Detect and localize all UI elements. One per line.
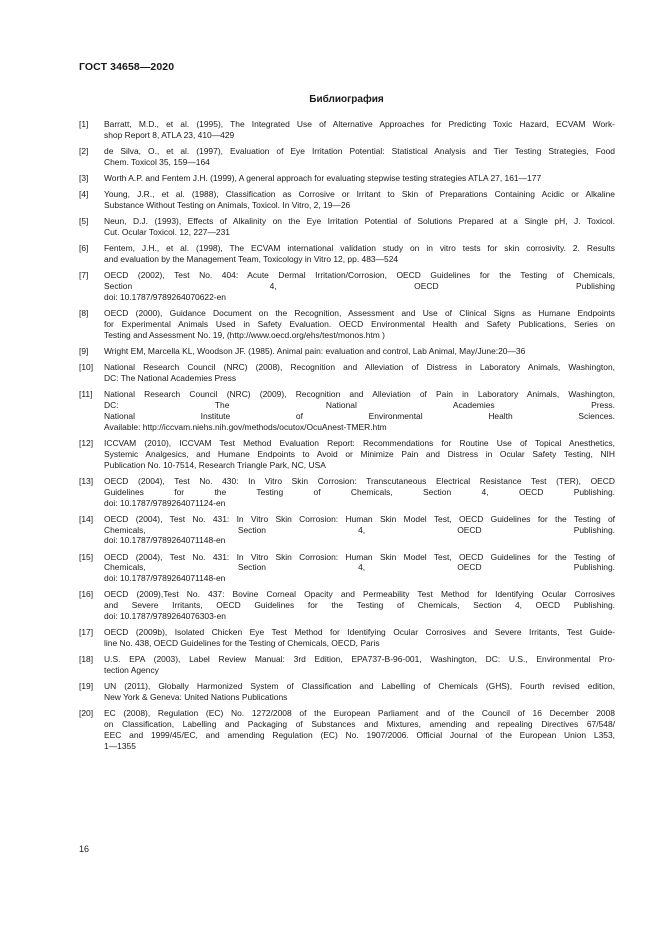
bibliography-entry [79, 476, 615, 509]
bibliography-entry-text [104, 389, 615, 433]
bibliography-entry-line: DC: The National Academies Press [104, 372, 237, 383]
bibliography-entry-text [104, 243, 615, 265]
bibliography-entry-text [104, 681, 615, 703]
bibliography-entry-line: for Experimental Animals Used in Safety Evaluation. OECD Environmental Health and Safety Publications, Series on [104, 318, 615, 329]
bibliography-entry-line: New York & Geneva: United Nations Publications [104, 692, 288, 703]
bibliography-entry-line: National Research Council (NRC) (2008), Recognition and Alleviation of Distress in Laboratory Animals, Washington, [104, 362, 615, 372]
bibliography-entry-text [104, 476, 615, 509]
bibliography-entry-line: OECD (2002), Test No. 404: Acute Dermal Irritation/Corrosion, OECD Guidelines for the Testing of Chemicals, [104, 270, 615, 281]
bibliography-entry-line: doi: 10.1787/9789264071148-en [104, 573, 226, 584]
bibliography-entry-line: Substance Without Testing on Animals, Toxicol. In Vitro, 2, 19—26 [104, 200, 351, 210]
bibliography-entry-line: on Classification, Labelling and Packaging of Substances and Mixtures, amending and repealing Directives 67/548/ [104, 719, 615, 730]
bibliography-entry [79, 514, 615, 547]
bibliography-entry-line: doi: 10.1787/9789264071124-en [104, 497, 226, 508]
bibliography-entry-text [104, 627, 615, 649]
bibliography-entry [79, 681, 615, 703]
bibliography-entry [79, 389, 615, 433]
bibliography-entry-text [104, 346, 615, 357]
bibliography-entry-line: line No. 438, OECD Guidelines for the Testing of Chemicals, OECD, Paris [104, 638, 380, 649]
bibliography-entry [79, 654, 615, 676]
bibliography-entry-line: de Silva, O., et al. (1997), Evaluation of Eye Irritation Potential: Statistical Analysis and Tier Testing Strategies, Food [104, 146, 615, 156]
bibliography-entry-line: DC: The National Academies Press. [104, 399, 615, 410]
bibliography-entry-line: U.S. EPA (2003), Label Review Manual: 3rd Edition, EPA737-B-96-001, Washington, DC: U.S., Environmental Pro- [104, 654, 615, 665]
bibliography-entry-line: Fentem, J.H., et al. (1998), The ECVAM international validation study on in vitro tests for skin corrosivity. 2. Results [104, 243, 615, 254]
bibliography-entry [79, 146, 615, 168]
bibliography-entry-line: ICCVAM (2010), ICCVAM Test Method Evaluation Report: Recommendations for Routine Use of Topical Anesthetics, [104, 437, 615, 448]
bibliography-entry-number: [1] [79, 119, 89, 129]
bibliography-entry-line: EC (2008), Regulation (EC) No. 1272/2008 of the European Parliament and of the Council of 16 December 2008 [104, 708, 615, 719]
document-standard-header: ГОСТ 34658—2020 [79, 61, 175, 73]
bibliography-entry-line: OECD (2004), Test No. 431: In Vitro Skin Corrosion: Human Skin Model Test, OECD Guidelines for the Testing of [104, 513, 615, 524]
bibliography-entry [79, 362, 615, 384]
bibliography-entry-line: tection Agency [104, 665, 159, 676]
bibliography-entry-line: Publication No. 10-7514, Research Triangle Park, NC, USA [104, 459, 326, 470]
bibliography-entry-text [104, 216, 615, 238]
bibliography-entry-line: Systemic Analgesics, and Humane Endpoints to Avoid or Minimize Pain and Distress in Ocular Safety Testing, NIH [104, 448, 615, 459]
bibliography-entry-number: [15] [79, 551, 94, 562]
bibliography-entry-text [104, 589, 615, 622]
bibliography-entry-text [104, 708, 615, 752]
bibliography-entry-number: [16] [79, 589, 94, 600]
bibliography-entry-number: [12] [79, 437, 94, 448]
bibliography-entry-number: [9] [79, 345, 89, 356]
bibliography-entry-text [104, 438, 615, 471]
bibliography-entry-line: OECD (2004), Test No. 430: In Vitro Skin Corrosion: Transcutaneous Electrical Resistance Test (TER), OECD [104, 475, 615, 486]
bibliography-entry-line: doi: 10.1787/9789264070622-en [104, 291, 226, 302]
bibliography-entry-number: [18] [79, 654, 94, 665]
bibliography-entry-line: EEC and 1999/45/EC, and amending Regulation (EC) No. 1907/2006. Official Journal of the European Union L353, [104, 730, 615, 741]
bibliography-entry-number: [14] [79, 513, 94, 524]
bibliography-entry [79, 627, 615, 649]
bibliography-entry-line: Worth A.P. and Fentem J.H. (1999), A general approach for evaluating stepwise testing strategies ATLA 27, 161—177 [104, 173, 542, 183]
bibliography-entry-line: National Institute of Environmental Health Sciences. [104, 410, 615, 421]
bibliography-entry-line: OECD (2009),Test No. 437: Bovine Corneal Opacity and Permeability Test Method for Identifying Ocular Corrosives [104, 589, 615, 600]
bibliography-entry-number: [2] [79, 146, 89, 156]
bibliography-entry-text [104, 514, 615, 547]
bibliography-entry-text [104, 146, 615, 168]
bibliography-entry [79, 243, 615, 265]
bibliography-entry-line: Available: http://iccvam.niehs.nih.gov/methods/ocutox/OcuAnest-TMER.htm [104, 421, 387, 432]
bibliography-entry-line: OECD (2004), Test No. 431: In Vitro Skin Corrosion: Human Skin Model Test, OECD Guidelines for the Testing of [104, 551, 615, 562]
bibliography-entry-line: UN (2011), Globally Harmonized System of Classification and Labelling of Chemicals (GHS), Fourth revised edition, [104, 681, 615, 692]
bibliography-entry [79, 119, 615, 141]
bibliography-entry-line: doi: 10.1787/9789264071148-en [104, 535, 226, 546]
bibliography-entry-line: doi: 10.1787/9789264076303-en [104, 611, 226, 622]
bibliography-entry-number: [6] [79, 243, 89, 254]
bibliography-entry [79, 216, 615, 238]
bibliography-entry [79, 173, 615, 184]
bibliography-entry [79, 346, 615, 357]
bibliography-entry-text [104, 308, 615, 341]
bibliography-entry-line: Barratt, M.D., et al. (1995), The Integrated Use of Alternative Approaches for Predicting Toxic Hazard, ECVAM Work- [104, 119, 615, 129]
bibliography-entry-number: [11] [79, 389, 93, 399]
bibliography-entry [79, 589, 615, 622]
bibliography-entry [79, 438, 615, 471]
bibliography-entry [79, 189, 615, 211]
bibliography-entry-text [104, 189, 615, 211]
bibliography-entry-number: [10] [79, 362, 94, 372]
bibliography-entry-line: Cut. Ocular Toxicol. 12, 227—231 [104, 227, 231, 237]
bibliography-entry-line: Chem. Toxicol 35, 159—164 [104, 156, 210, 167]
bibliography-entry-line: 1—1355 [104, 741, 136, 752]
bibliography-entry-text [104, 362, 615, 384]
bibliography-entry-line: Section 4, OECD Publishing [104, 281, 615, 291]
bibliography-entry-line: OECD (2000), Guidance Document on the Recognition, Assessment and Use of Clinical Signs as Humane Endpoints [104, 308, 615, 318]
bibliography-entry-line: Testing and Assessment No. 19, (http://www.oecd.org/ehs/test/monos.htm ) [104, 329, 385, 340]
bibliography-entry-line: and Severe Irritants, OECD Guidelines for the Testing of Chemicals, Section 4, OECD Publishing. [104, 600, 615, 611]
bibliography-entry [79, 270, 615, 303]
bibliography-list [79, 119, 615, 757]
bibliography-entry-number: [20] [79, 708, 94, 719]
bibliography-entry-number: [8] [79, 308, 89, 318]
bibliography-entry-line: Chemicals, Section 4, OECD Publishing. [104, 562, 615, 573]
bibliography-entry-text [104, 654, 615, 676]
bibliography-title: Библиография [309, 94, 384, 105]
bibliography-entry-text [104, 173, 615, 184]
bibliography-entry-number: [3] [79, 173, 89, 183]
bibliography-entry-line: OECD (2009b), Isolated Chicken Eye Test Method for Identifying Ocular Corrosives and Severe Irritants, Test Guide- [104, 627, 615, 638]
bibliography-entry-text [104, 119, 615, 141]
bibliography-entry-line: Guidelines for the Testing of Chemicals, Section 4, OECD Publishing. [104, 486, 615, 497]
bibliography-entry-text [104, 270, 615, 303]
bibliography-entry-line: Neun, D.J. (1993), Effects of Alkalinity on the Eye Irritation Potential of Solutions Prepared at a Single pH, J. Toxicol. [104, 216, 615, 227]
bibliography-entry-number: [4] [79, 189, 89, 200]
bibliography-entry-line: and evaluation by the Management Team, Toxicology in Vitro 12, pp. 483—524 [104, 254, 399, 264]
bibliography-entry-number: [17] [79, 627, 94, 638]
bibliography-entry-text [104, 552, 615, 585]
bibliography-entry-line: Chemicals, Section 4, OECD Publishing. [104, 524, 615, 535]
bibliography-entry-number: [7] [79, 270, 89, 281]
bibliography-entry [79, 308, 615, 341]
bibliography-entry-line: shop Report 8, ATLA 23, 410—429 [104, 129, 235, 140]
page-number: 16 [79, 844, 90, 854]
bibliography-entry [79, 708, 615, 752]
bibliography-entry [79, 552, 615, 585]
bibliography-entry-line: Wright EM, Marcella KL, Woodson JF. (1985). Animal pain: evaluation and control, Lab Animal, May/June:20—36 [104, 345, 526, 356]
bibliography-entry-line: Young, J.R., et al. (1988), Classification as Corrosive or Irritant to Skin of Preparations Containing Acidic or Alkaline [104, 189, 615, 200]
bibliography-entry-line: National Research Council (NRC) (2009), Recognition and Alleviation of Pain in Laboratory Animals, Washington, [104, 389, 615, 399]
bibliography-entry-number: [19] [79, 681, 94, 692]
bibliography-entry-number: [13] [79, 475, 94, 486]
bibliography-entry-number: [5] [79, 216, 89, 227]
